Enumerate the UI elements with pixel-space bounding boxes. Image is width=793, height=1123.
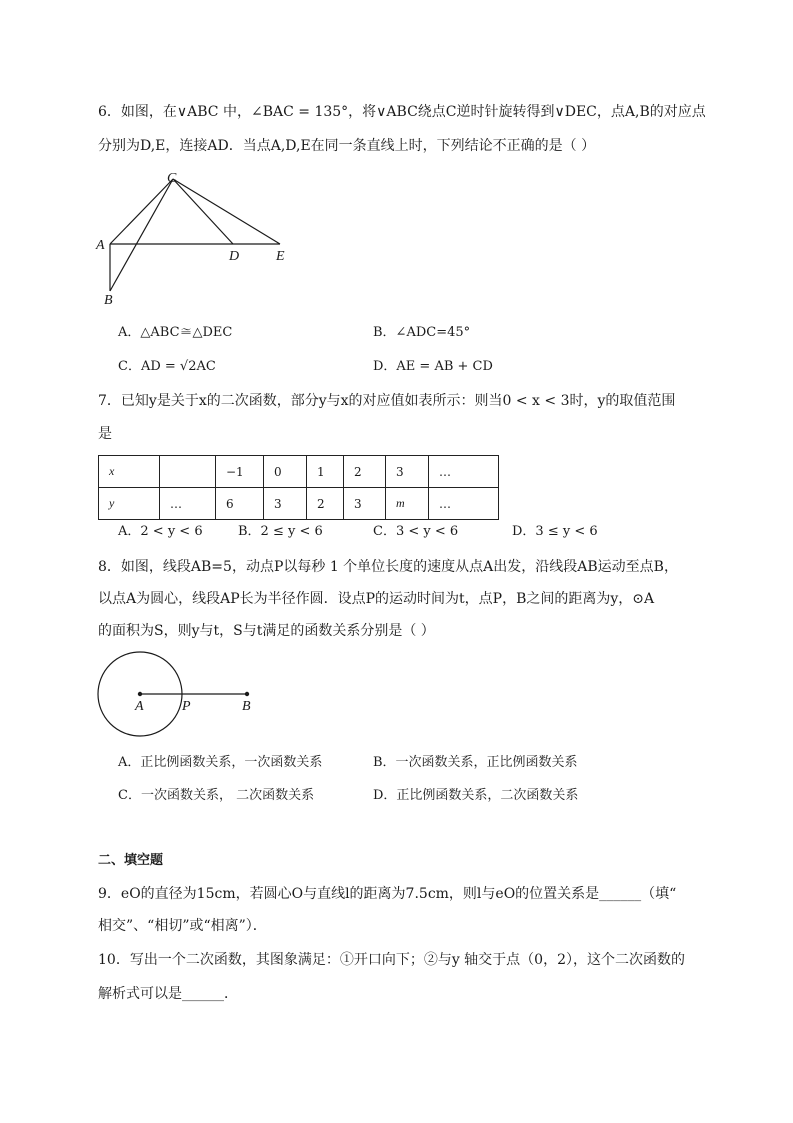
table-cell: 2 [344,456,386,488]
q6-option-a[interactable]: A．△ABC≅△DEC [118,325,233,340]
table-cell: 2 [307,488,344,520]
table-cell: m [386,488,429,520]
q6-option-c[interactable]: C．AD = √2AC [118,359,216,374]
q8-circle-figure [94,648,269,744]
table-cell: −1 [216,456,264,488]
table-cell: … [429,488,499,520]
table-cell: x [99,456,160,488]
table-cell: … [429,456,499,488]
label-C: C [167,171,177,186]
q6-option-d[interactable]: D．AE = AB + CD [373,359,493,374]
table-cell: 3 [344,488,386,520]
table-row [99,488,499,520]
q7-stem-line1: 7．已知y是关于x的二次函数，部分y与x的对应值如表所示：则当0 < x < 3时，y的取值范围 [98,393,676,409]
q8-stem-line3: 的面积为S，则y与t，S与t满足的函数关系分别是（ ） [98,623,435,639]
table-cell: 0 [264,456,307,488]
q6-triangle-figure [90,160,310,310]
q9-stem-line1: 9．eO的直径为15cm，若圆心O与直线l的距离为7.5cm，则l与eO的位置关系是______（填“ [98,886,677,902]
label-B: B [242,699,251,714]
label-A: A [135,699,144,714]
q6-stem-line1: 6．如图，在∨ABC 中，∠BAC = 135°，将∨ABC绕点C逆时针旋转得到∨DEC，点A,B的对应点 [98,104,706,120]
q7-option-c[interactable]: C．3 < y < 6 [373,524,459,539]
table-cell: 1 [307,456,344,488]
q9-stem-line2: 相交”、“相切”或“相离”）． [98,918,267,934]
label-P: P [182,699,191,714]
q8-stem-line1: 8．如图，线段AB=5，动点P以每秒 1 个单位长度的速度从点A出发，沿线段AB运动至点B， [98,559,678,575]
q7-stem-line2: 是 [98,426,112,442]
label-A: A [96,238,105,253]
table-cell: 3 [264,488,307,520]
table-cell: y [99,488,160,520]
label-D: D [229,249,240,264]
q8-option-a[interactable]: A．正比例函数关系，一次函数关系 [118,755,323,770]
q7-value-table [98,455,499,520]
table-cell: 3 [386,456,429,488]
table-cell [160,456,216,488]
section-title: 二、填空题 [98,853,164,868]
q7-option-a[interactable]: A．2 < y < 6 [118,524,203,539]
q10-stem-line1: 10．写出一个二次函数，其图象满足：①开口向下；②与y 轴交于点（0，2），这个二次函数的 [98,952,685,968]
table-row [99,456,499,488]
table-cell: 6 [216,488,264,520]
q8-stem-line2: 以点A为圆心，线段AP长为半径作圆．设点P的运动时间为t，点P，B之间的距离为y，⊙A [98,591,655,607]
q7-option-b[interactable]: B．2 ≤ y < 6 [238,524,323,539]
table-cell: … [160,488,216,520]
q6-stem-line2: 分别为D,E，连接AD．当点A,D,E在同一条直线上时，下列结论不正确的是（ ） [98,138,596,154]
q8-option-b[interactable]: B．一次函数关系，正比例函数关系 [373,755,578,770]
q8-option-d[interactable]: D．正比例函数关系，二次函数关系 [373,788,579,803]
q10-stem-line2: 解析式可以是______． [98,986,238,1002]
q7-option-d[interactable]: D．3 ≤ y < 6 [512,524,598,539]
q8-option-c[interactable]: C．一次函数关系， 二次函数关系 [118,788,315,803]
label-E: E [276,249,285,264]
label-B: B [104,293,113,308]
q6-option-b[interactable]: B．∠ADC=45° [373,325,471,340]
